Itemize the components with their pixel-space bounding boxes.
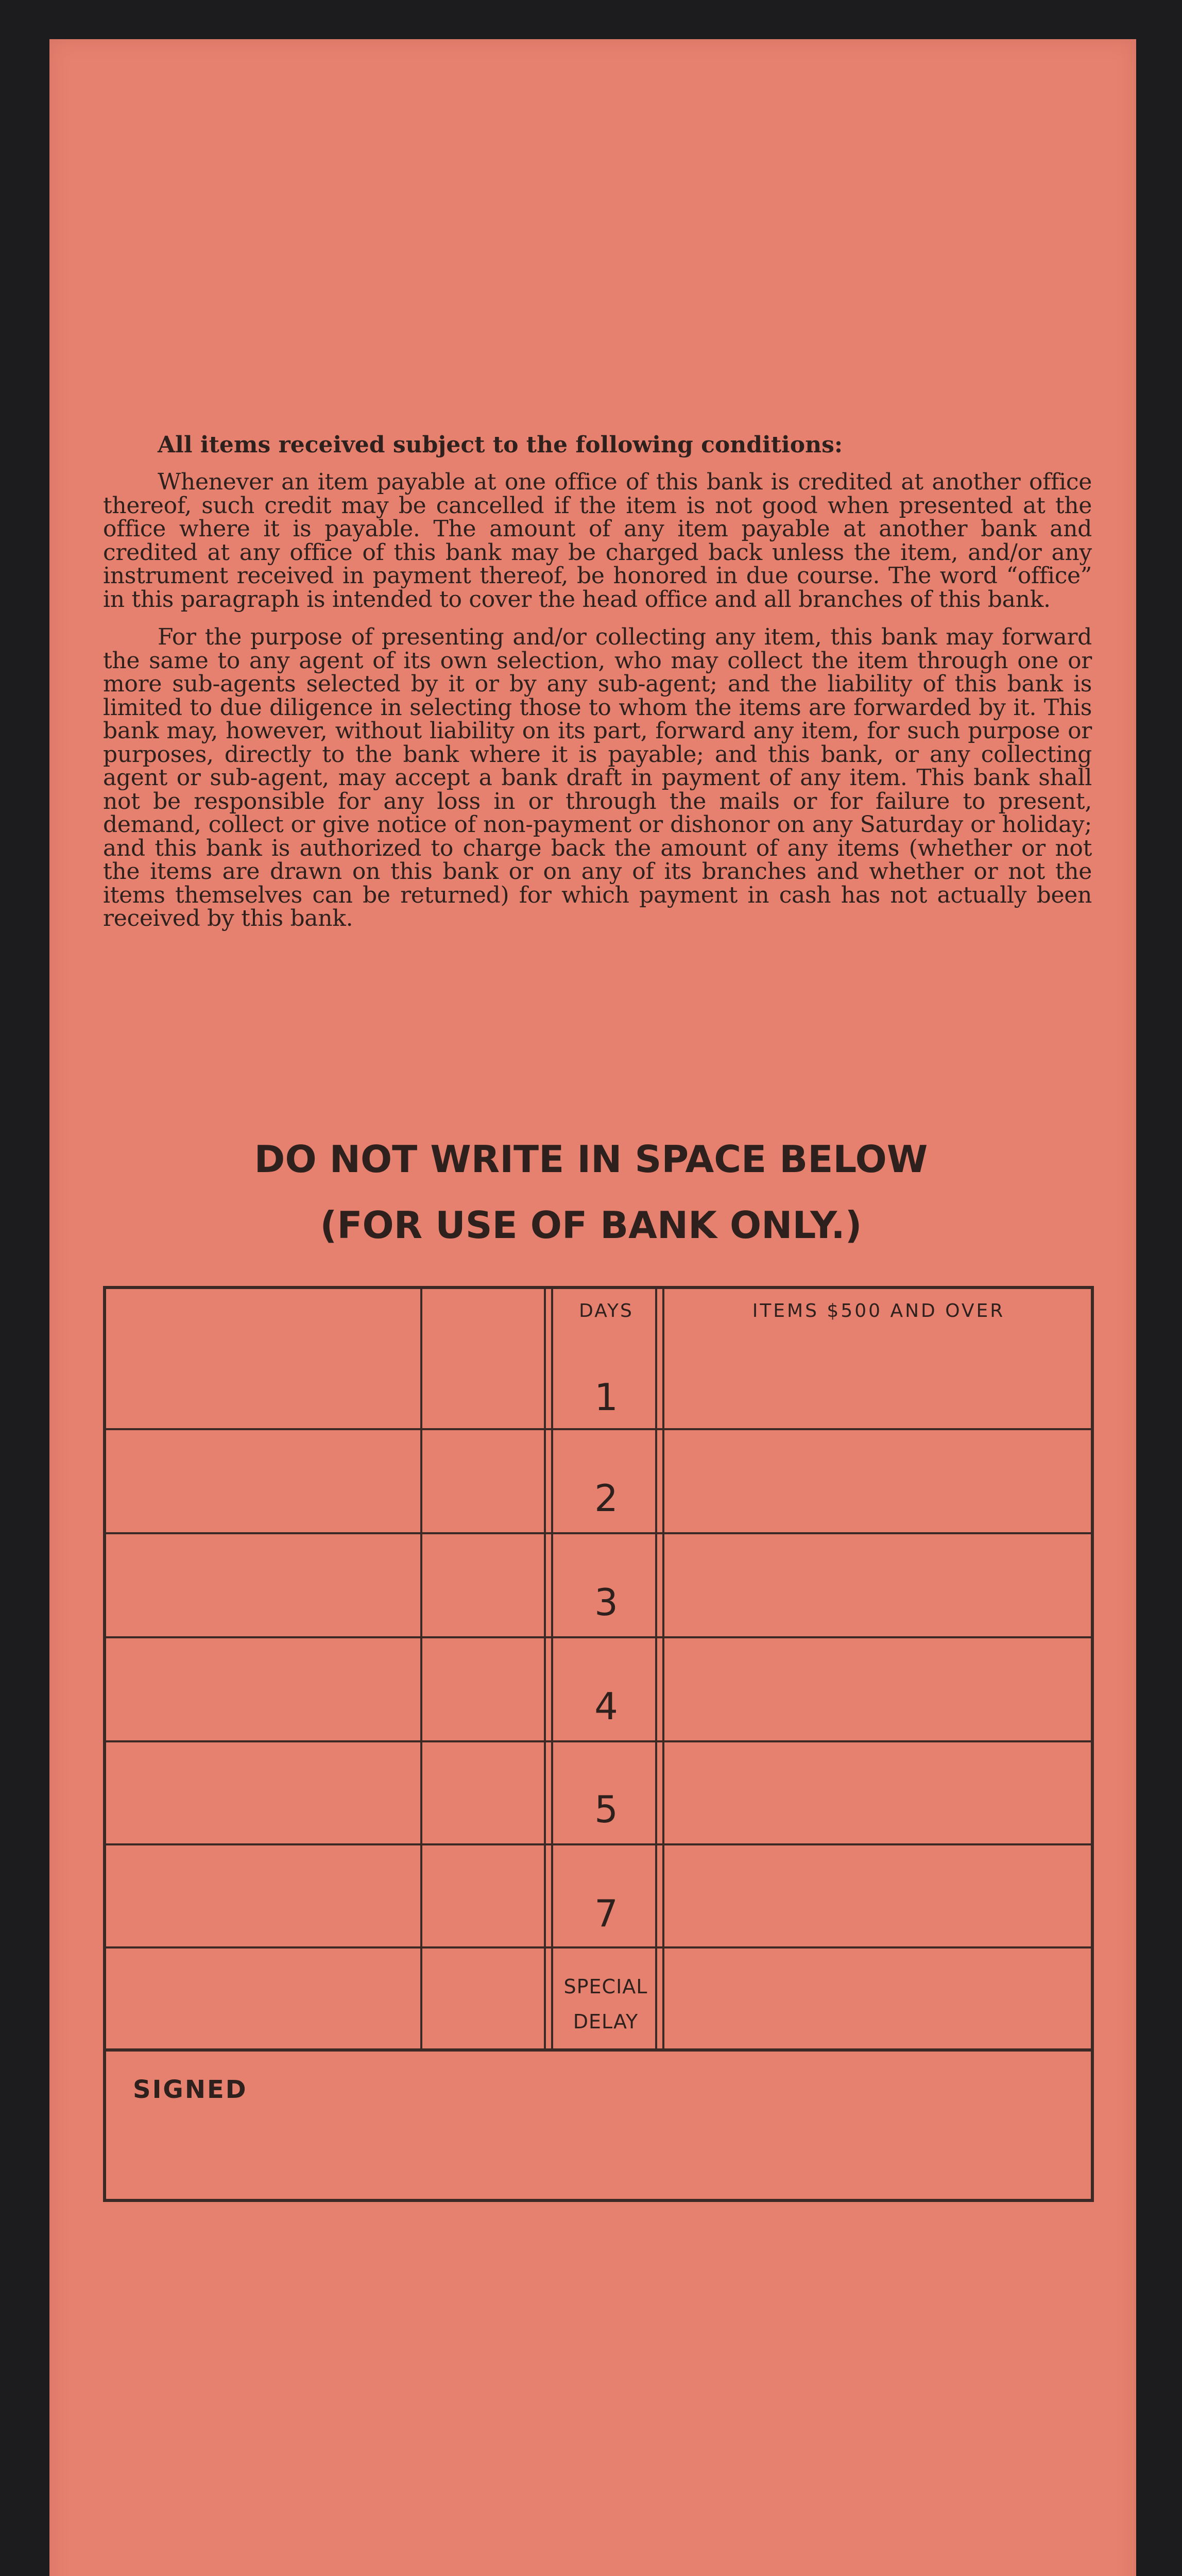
day-number: 7	[594, 1892, 618, 1935]
signed-label: SIGNED	[133, 2075, 248, 2104]
notice-title: DO NOT WRITE IN SPACE BELOW	[254, 1138, 928, 1181]
row-divider	[106, 2048, 1091, 2052]
column-divider	[544, 1289, 546, 2048]
special-label: SPECIAL	[563, 1975, 648, 1998]
conditions-text	[103, 432, 1092, 945]
day-number: 3	[594, 1581, 618, 1624]
conditions-paragraph-2: For the purpose of presenting and/or collecting any item, this bank may forward the same to any agent of its own selection, who may collect the item through one or more sub-agents selected by it or by any sub-agent; and the liability of this bank is limited to due diligence in selecting those to whom the items are forwarded by it. This bank may, however, without liability on its part, forward any item, for such purpose or purposes, directly to the bank where it is payable; and this bank, or any collecting agent or sub-agent, may accept a bank draft in payment of any item. This bank shall not be responsible for any loss in or through the mails or for failure to present, demand, collect or give notice of non-payment or dishonor on any Saturday or holiday; and this bank is authorized to charge back the amount of any items (whether or not the items are drawn on this bank or on any of its branches and whether or not the items themselves can be returned) for which payment in cash has not actually been received by this bank.	[103, 624, 1092, 931]
row-divider	[106, 1843, 1091, 1845]
conditions-heading: All items received subject to the following conditions:	[158, 432, 843, 458]
delay-label: DELAY	[573, 2010, 639, 2033]
days-header: DAYS	[579, 1300, 633, 1321]
row-divider	[106, 1636, 1091, 1638]
day-number: 4	[594, 1685, 618, 1728]
row-divider	[106, 1428, 1091, 1430]
row-divider	[106, 1946, 1091, 1948]
conditions-paragraph-1: Whenever an item payable at one office of this bank is credited at another office thereof, such credit may be cancelled if the item is not good when presented at the office where it is payable. The amount of any item payable at another bank and credited at any office of this bank may be charged back unless the item, and/or any instrument received in payment thereof, be honored in due course. The word “office” in this paragraph is intended to cover the head office and all branches of this bank.	[103, 469, 1092, 613]
items-header: ITEMS $500 AND OVER	[752, 1300, 1005, 1321]
day-number: 2	[594, 1477, 618, 1520]
day-number: 5	[594, 1788, 618, 1831]
notice-subtitle: (FOR USE OF BANK ONLY.)	[320, 1204, 862, 1247]
special-delay-label	[549, 1969, 662, 2039]
bank-use-form	[103, 1286, 1094, 2202]
row-divider	[106, 1532, 1091, 1534]
row-divider	[106, 1740, 1091, 1742]
column-divider	[420, 1289, 422, 2048]
column-divider	[662, 1289, 664, 2048]
day-number: 1	[594, 1376, 618, 1419]
